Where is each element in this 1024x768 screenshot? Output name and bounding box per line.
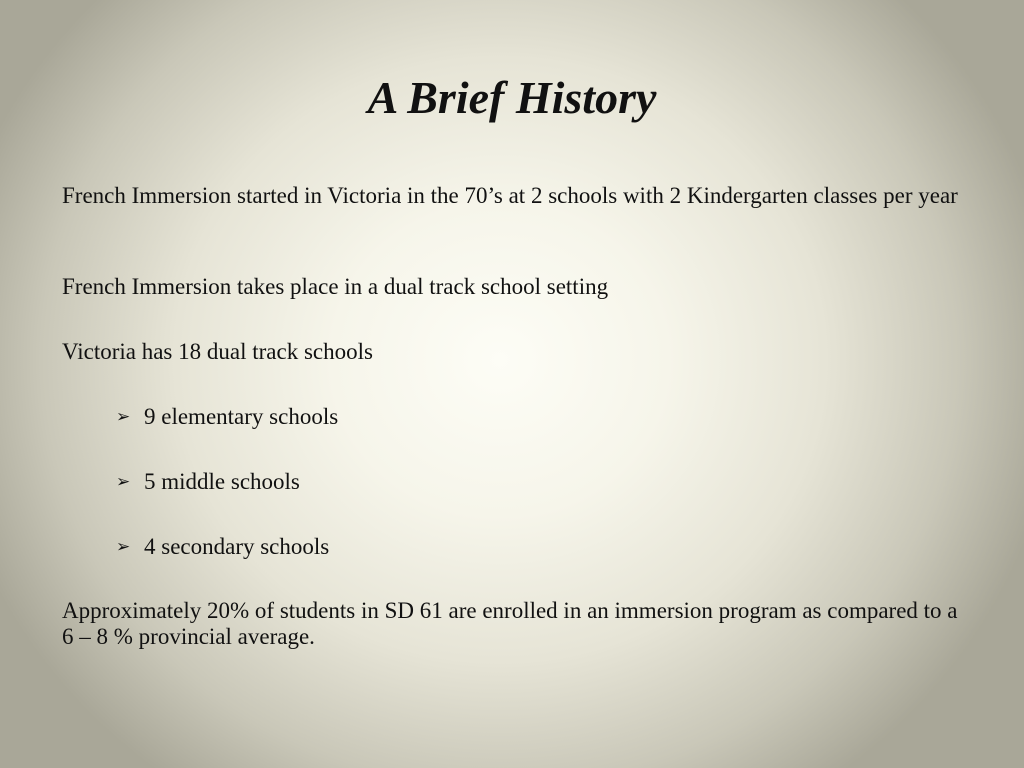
arrow-bullet-icon: ➢	[116, 407, 131, 426]
bullet-item-label: 9 elementary schools	[144, 404, 339, 429]
paragraph-school-count: Victoria has 18 dual track schools	[62, 339, 373, 364]
bullet-item-elementary	[116, 404, 338, 430]
paragraph-origin: French Immersion started in Victoria in the 70’s at 2 schools with 2 Kindergarten classes per year	[62, 183, 958, 208]
bullet-item-label: 5 middle schools	[144, 469, 300, 494]
bullet-item-middle	[116, 469, 300, 495]
arrow-bullet-icon: ➢	[116, 537, 131, 556]
paragraph-enrollment: Approximately 20% of students in SD 61 are enrolled in an immersion program as compared to a 6 – 8 % provincial average.	[62, 598, 958, 649]
slide-title: A Brief History	[367, 72, 657, 123]
paragraph-setting: French Immersion takes place in a dual track school setting	[62, 274, 609, 299]
arrow-bullet-icon: ➢	[116, 472, 131, 491]
bullet-item-label: 4 secondary schools	[144, 534, 330, 559]
bullet-item-secondary	[116, 534, 329, 560]
